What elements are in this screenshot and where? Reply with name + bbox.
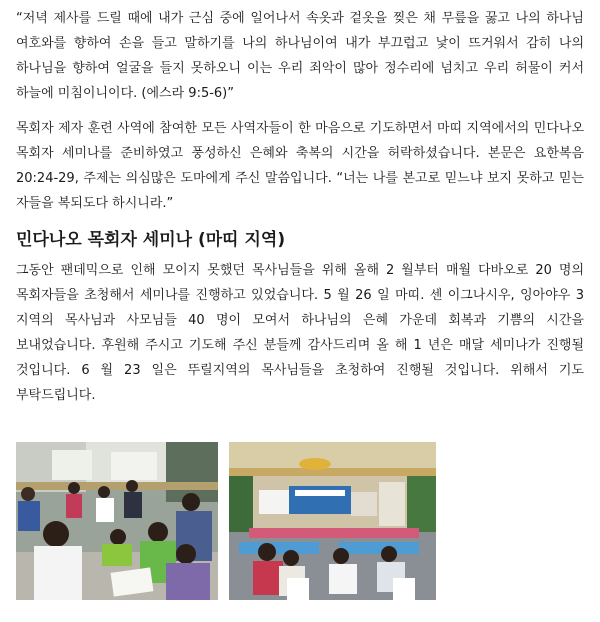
bible-quote: “저녁 제사를 드릴 때에 내가 근심 중에 일어나서 속옷과 겉옷을 찢은 채 무릎을 꿇고 나의 하나님 여호와를 향하여 손을 들고 말하기를 나의 하나님이여 내가 부끄럽고 낯이 뜨거워서 감히 나의 하나님을 향하여 얼굴을 들지 못하오니 이는 우리 죄악이 많아 정수리에 넘치고 우리 허물이 커서 하늘에 미침이니이다. (에스라 9:5-6)” (16, 11, 584, 101)
seminar-paragraph: 그동안 팬데믹으로 인해 모이지 못했던 목사님들을 위해 올해 2 월부터 매월 다바오로 20 명의 목회자들을 초청해서 세미나를 진행하고 있었습니다. 5 월 26 일 마띠. 센 이그나시우, 잉아야우 3 지역의 목사님과 사모님들 40 명이 모여서 하나님의 은혜 가운데 회복과 기쁨의 시간을 보내었습니다. 후원해 주시고 기도해 주신 분들께 감사드리며 올 해 1 년은 매달 세미나가 진행될 것입니다. 6 월 23 일은 뚜릴지역의 목사님들을 초청하여 진행될 것입니다. 위해서 기도 부탁드립니다. (16, 263, 584, 403)
group-activity-photo (16, 442, 218, 600)
photo-row (16, 442, 436, 600)
section-heading: 민다나오 목회자 세미나 (마띠 지역) (16, 230, 286, 250)
seminar-hall-photo (229, 442, 436, 600)
intro-paragraph: 목회자 제자 훈련 사역에 참여한 모든 사역자들이 한 마음으로 기도하면서 마띠 지역에서의 민다나오 목회자 세미나를 준비하였고 풍성하신 은혜와 축복의 시간을 허락하셨습니다. 본문은 요한복음 20:24-29, 주제는 의심많은 도마에게 주신 말씀입니다. “너는 나를 본고로 믿느냐 보지 못하고 믿는 자들을 복되도다 하시니라.” (16, 121, 584, 211)
